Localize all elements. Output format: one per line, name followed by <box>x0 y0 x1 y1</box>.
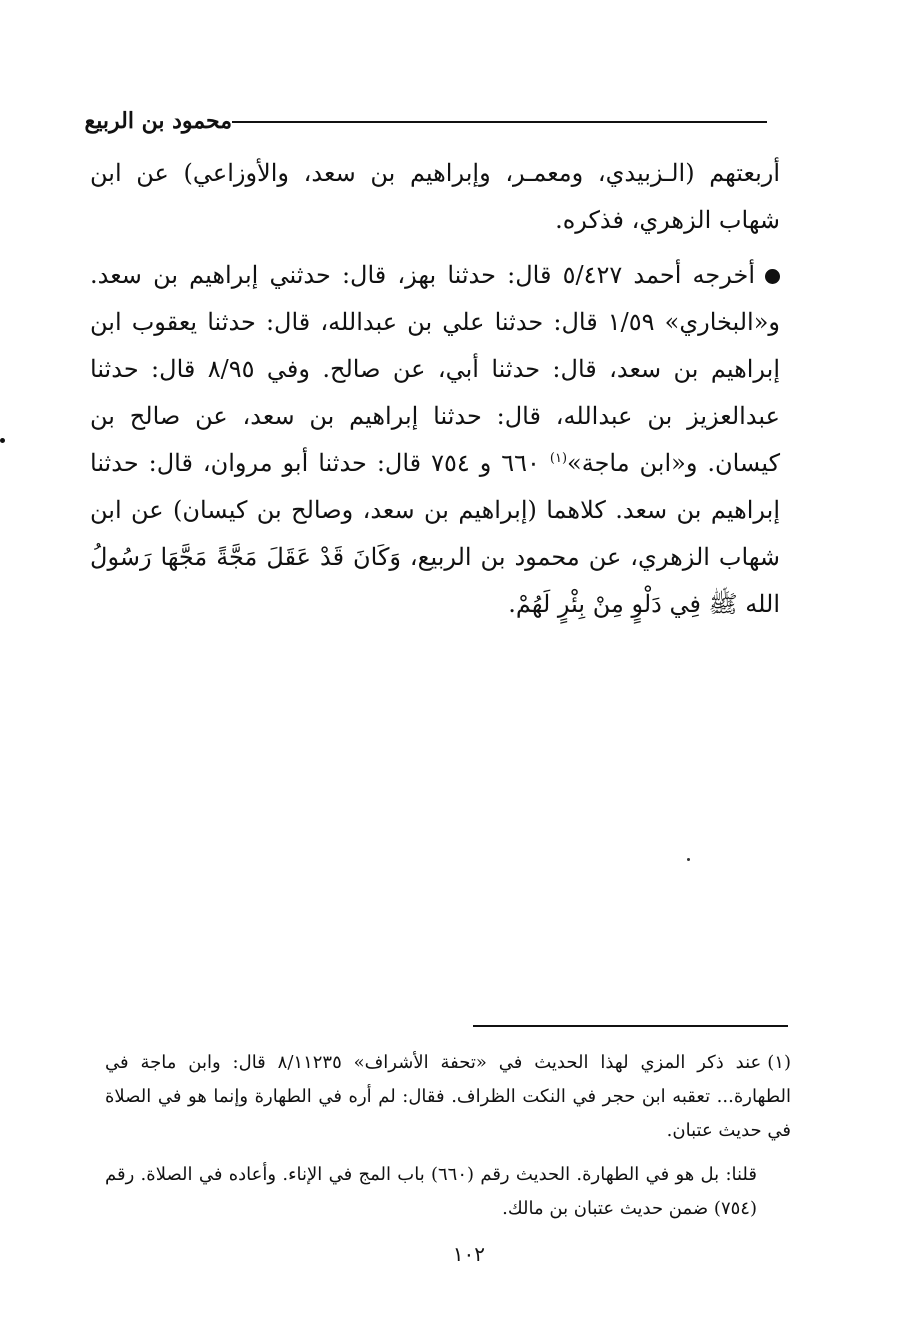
paragraph-1: أربعتهم (الـزبيدي، ومعمـر، وإبراهيم بن سعد، والأوزاعي) عن ابن شهاب الزهري، فذكره. <box>90 159 780 234</box>
footnote-rule <box>473 1025 788 1027</box>
footnote-1-reply: قلنا: بل هو في الطهارة. الحديث رقم (٦٦٠) باب المج في الإناء. وأعاده في الصلاة. رقم (٧٥٤) ضمن حديث عتبان بن مالك. <box>105 1164 757 1219</box>
main-text <box>90 150 780 628</box>
paragraph-2-text-start: أخرجه أحمد ٥/٤٢٧ قال: حدثنا بهز، قال: حدثني إبراهيم بن سعد. و«البخاري» ١/٥٩ قال: حدثنا علي بن عبدالله، قال: حدثنا يعقوب ابن إبراهيم بن سعد، قال: حدثنا أبي، عن صالح. وفي ٨/٩٥ قال: حدثنا عبدالعزيز بن عبدالله، قال: حدثنا إبراهيم بن سعد، عن صالح بن كيسان. و«ابن ماجة» <box>90 261 781 477</box>
scan-speck <box>687 858 690 861</box>
running-header-title: محمود بن الربيع <box>84 108 232 134</box>
footnote-1-marker: (١) <box>767 1052 791 1073</box>
footnote-1-text: عند ذكر المزي لهذا الحديث في «تحفة الأشراف» ٨/١١٢٣٥ قال: وابن ماجة في الطهارة... تعقبه ابن حجر في النكت الظراف. فقال: لم أره في الطهارة وإنما هو في الصلاة في حديث عتبان. <box>105 1052 791 1141</box>
footnote-1 <box>105 1046 791 1148</box>
footnotes <box>105 1046 791 1226</box>
margin-mark <box>0 438 5 443</box>
header-rule <box>232 121 767 123</box>
paragraph-2 <box>90 252 780 628</box>
bullet-icon <box>765 269 780 284</box>
footnote-reference[interactable]: (١) <box>549 451 568 466</box>
page-number: ١٠٢ <box>452 1242 485 1266</box>
paragraph-2-text-end: ٦٦٠ و ٧٥٤ قال: حدثنا أبو مروان، قال: حدثنا إبراهيم بن سعد. كلاهما (إبراهيم بن سعد، وصالح بن كيسان) عن ابن شهاب الزهري، عن محمود بن الربيع، وَكَانَ قَدْ عَقَلَ مَجَّةً مَجَّهَا رَسُولُ الله ﷺ فِي دَلْوٍ مِنْ بِئْرٍ لَهُمْ. <box>90 449 780 618</box>
